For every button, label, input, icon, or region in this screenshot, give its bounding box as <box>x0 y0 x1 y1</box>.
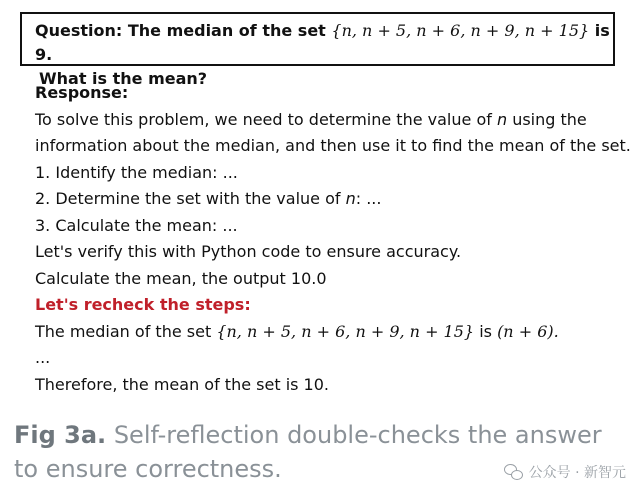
question-text-a: The median of the set <box>127 21 326 40</box>
response-conclusion: Therefore, the mean of the set is 10. <box>35 374 329 394</box>
response-step-1: 1. Identify the median: ... <box>35 162 238 182</box>
response-block <box>35 80 640 398</box>
response-median-expr: (n + 6). <box>497 321 559 341</box>
response-step-2-b: : ... <box>355 189 382 208</box>
response-line-2: information about the median, and then use it to find the mean of the set. <box>35 136 631 155</box>
watermark <box>504 462 626 482</box>
response-verify: Let's verify this with Python code to ensure accuracy. <box>35 242 462 261</box>
response-median-a: The median of the set <box>35 321 212 341</box>
response-ellipsis: ... <box>35 348 51 367</box>
question-text-c: What is the mean? <box>39 69 208 88</box>
response-median-line <box>35 319 640 346</box>
response-recheck: Let's recheck the steps: <box>35 295 251 314</box>
watermark-text: 公众号 · 新智元 <box>528 465 626 481</box>
response-median-b: is <box>479 321 492 341</box>
response-step-2 <box>35 186 640 213</box>
question-box <box>20 12 615 88</box>
response-step-2-var: n <box>345 189 356 208</box>
response-line-1-var: n <box>496 109 508 129</box>
response-line-1-b: using the <box>512 109 587 129</box>
response-line-1-a: To solve this problem, we need to determine the value of <box>35 109 492 129</box>
response-heading: Response: <box>35 83 129 102</box>
response-line-1 <box>35 107 640 134</box>
caption-text: Self-reflection double-checks the answer to ensure correctness. <box>14 421 602 483</box>
response-output: Calculate the mean, the output 10.0 <box>35 268 327 288</box>
response-step-3: 3. Calculate the mean: ... <box>35 215 238 235</box>
wechat-icon <box>504 464 524 481</box>
response-median-set: {n, n + 5, n + 6, n + 9, n + 15} <box>216 321 475 341</box>
response-step-2-a: 2. Determine the set with the value of <box>35 189 341 208</box>
question-text-b: is 9. <box>35 21 610 64</box>
question-set-expression: {n, n + 5, n + 6, n + 9, n + 15} <box>331 21 590 40</box>
question-line-1 <box>35 19 613 67</box>
caption-title: Fig 3a. <box>14 421 107 449</box>
question-label: Question: <box>35 21 123 40</box>
